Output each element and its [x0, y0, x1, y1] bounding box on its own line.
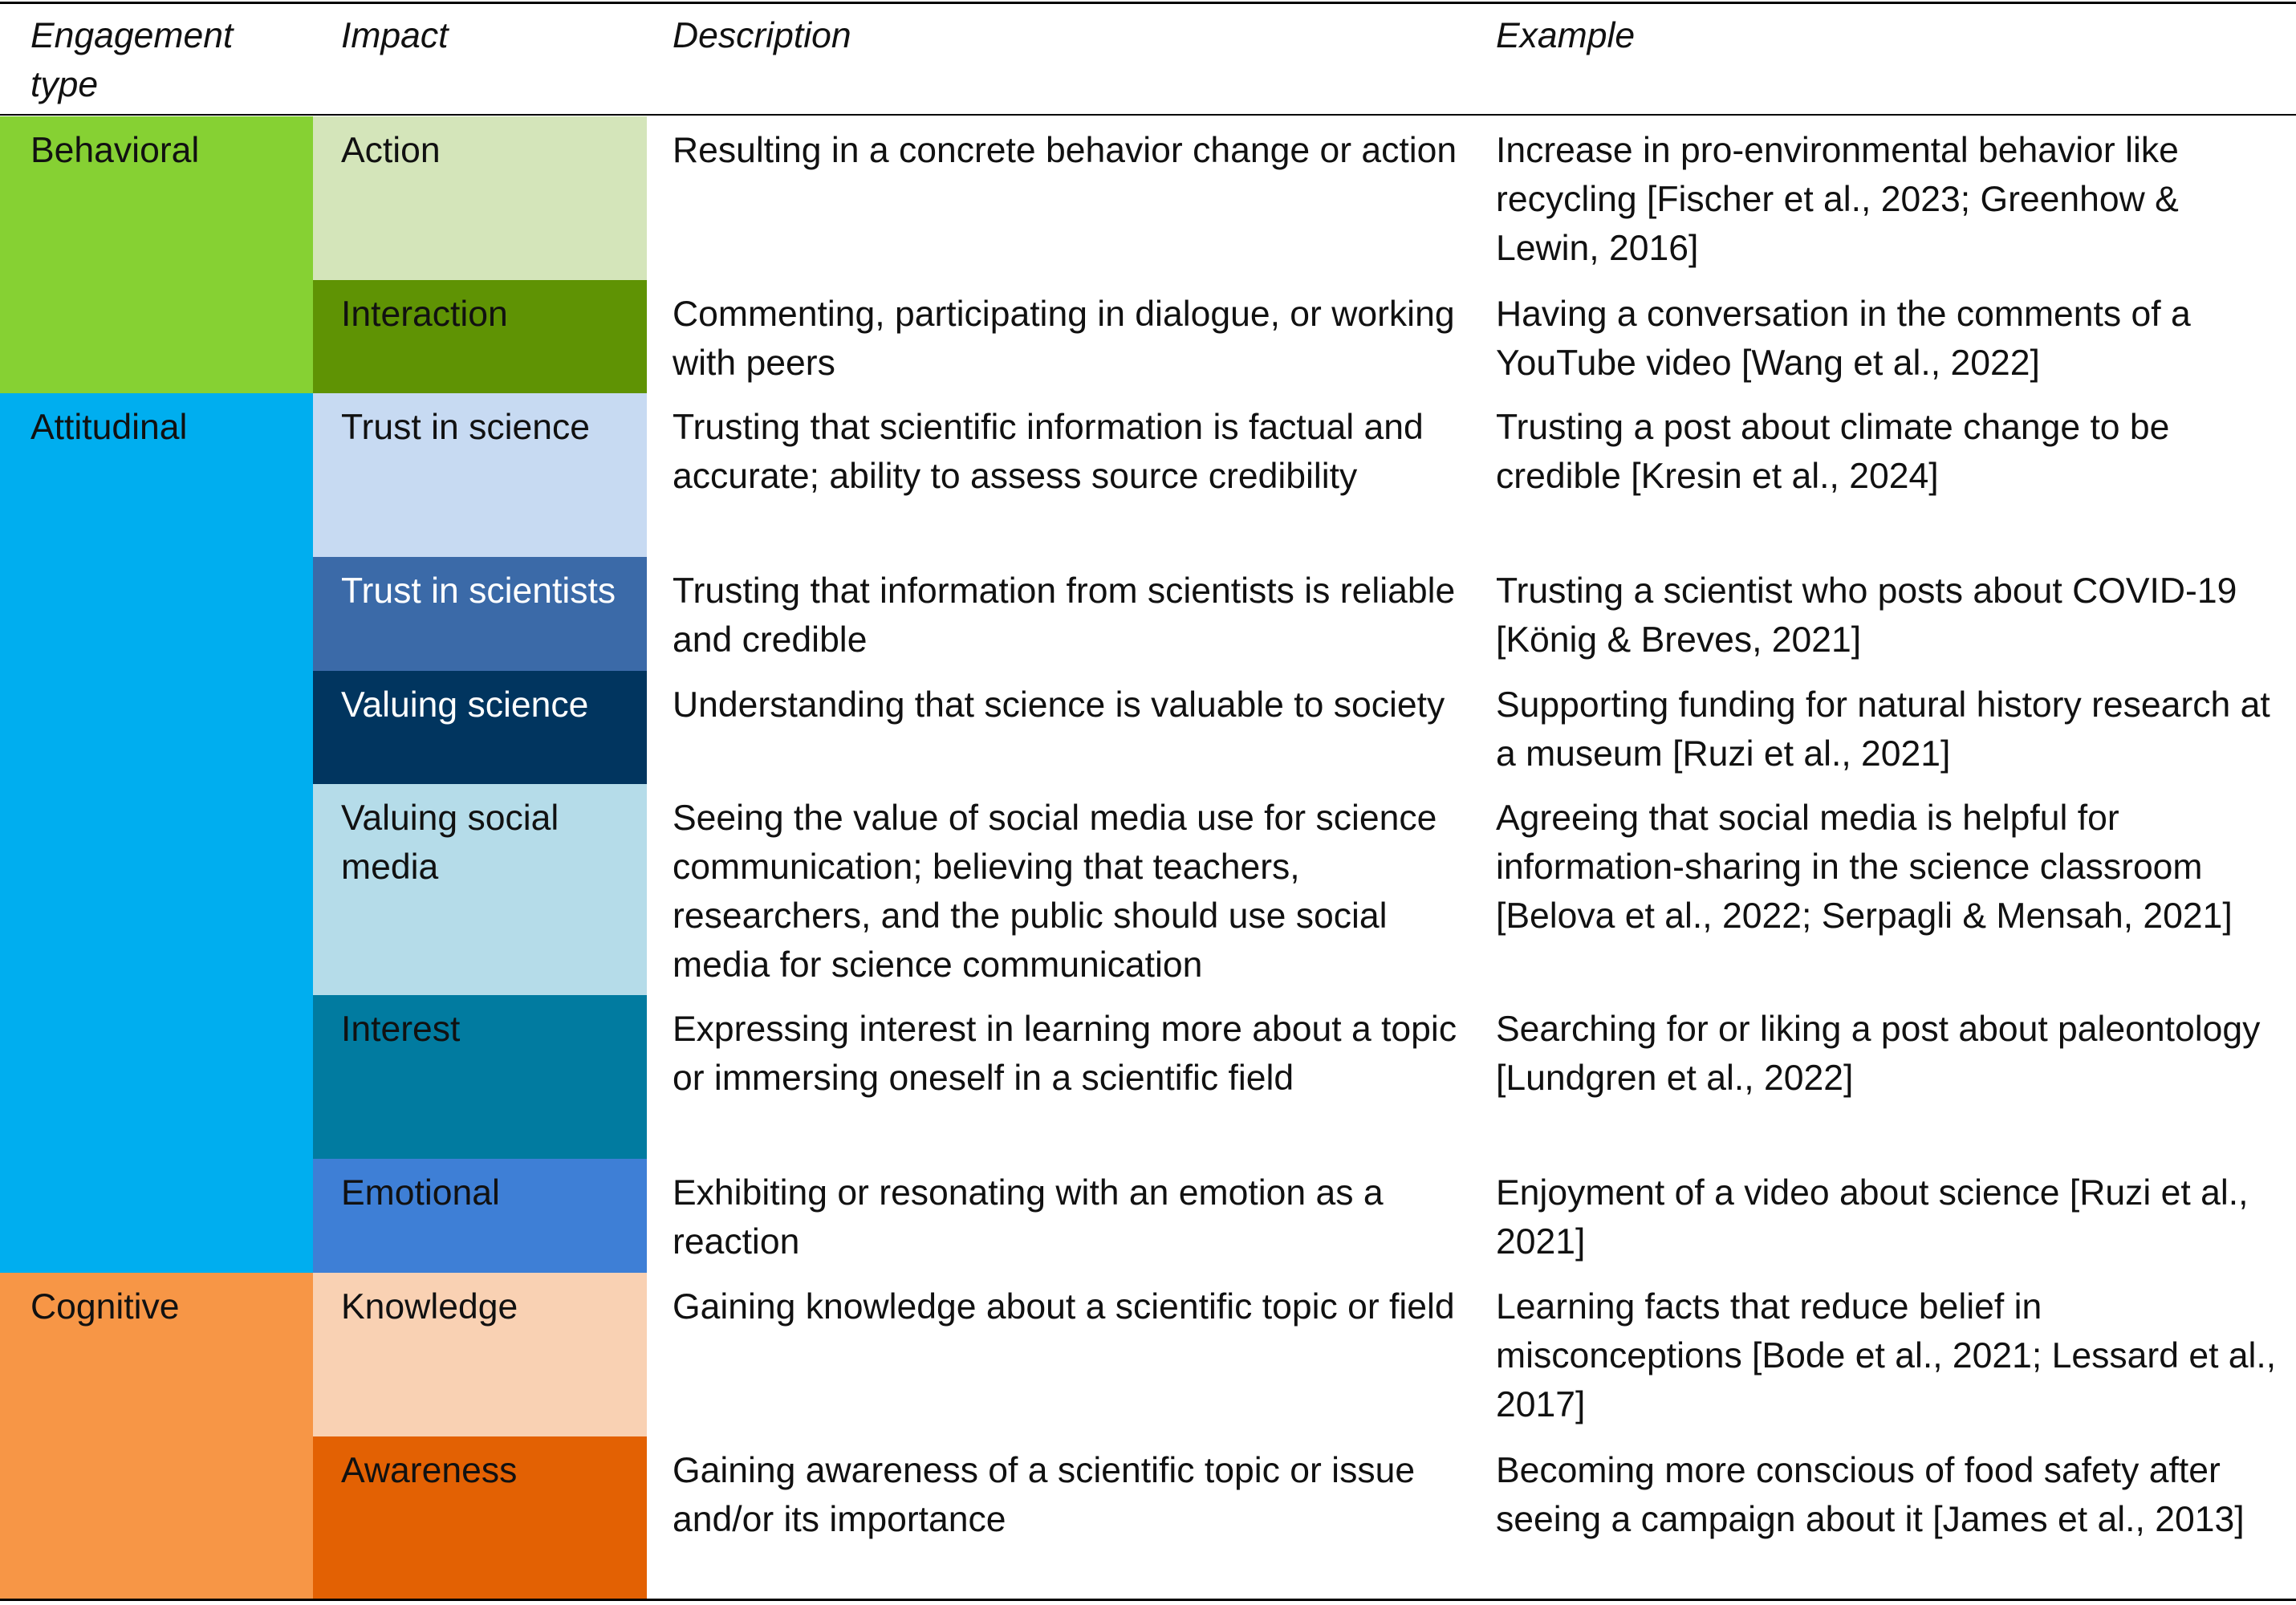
- description-cell: Trusting that scientific information is factual and accurate; ability to assess source credibility: [673, 408, 1424, 496]
- engagement-type-cell: [0, 1273, 313, 1599]
- impact-cell: [313, 1273, 647, 1436]
- example-cell: Supporting funding for natural history research at a museum [Ruzi et al., 2021]: [1496, 685, 2270, 774]
- impact-label: Trust in scientists: [341, 571, 616, 611]
- impact-label: Valuing social media: [341, 798, 559, 887]
- description-cell: Understanding that science is valuable to society: [673, 685, 1445, 725]
- description-cell: Gaining knowledge about a scientific topic or field: [673, 1287, 1455, 1327]
- description-cell: Trusting that information from scientists is reliable and credible: [673, 571, 1456, 660]
- example-cell: Having a conversation in the comments of a YouTube video [Wang et al., 2022]: [1496, 295, 2191, 383]
- impact-label: Awareness: [341, 1451, 518, 1490]
- impact-label: Knowledge: [341, 1287, 518, 1327]
- example-cell: Learning facts that reduce belief in misconceptions [Bode et al., 2021; Lessard et al., 2017]: [1496, 1287, 2277, 1424]
- impact-cell: [313, 1159, 647, 1273]
- example-cell: Trusting a scientist who posts about COVID-19 [König & Breves, 2021]: [1496, 571, 2237, 660]
- description-cell: Resulting in a concrete behavior change or action: [673, 131, 1457, 170]
- header-example: Example: [1496, 16, 1636, 55]
- top-rule: [0, 2, 2296, 4]
- impact-cell: [313, 393, 647, 557]
- header-description: Description: [673, 16, 851, 55]
- engagement-type-label: Attitudinal: [30, 408, 188, 447]
- example-cell: Increase in pro-environmental behavior like recycling [Fischer et al., 2023; Greenhow & Lewin, 2016]: [1496, 131, 2179, 268]
- engagement-type-label: Cognitive: [30, 1287, 180, 1327]
- impact-label: Trust in science: [341, 408, 590, 447]
- impact-label: Interest: [341, 1010, 461, 1049]
- engagement-type-cell: [0, 116, 313, 393]
- description-cell: Exhibiting or resonating with an emotion as a reaction: [673, 1173, 1384, 1262]
- description-cell: Seeing the value of social media use for science communication; believing that teachers, researchers, and the public should use social media for science communication: [673, 798, 1437, 985]
- impact-cell: [313, 557, 647, 671]
- example-cell: Searching for or liking a post about paleontology [Lundgren et al., 2022]: [1496, 1010, 2261, 1098]
- impact-cell: [313, 280, 647, 393]
- header-rule: [0, 114, 2296, 116]
- example-cell: Enjoyment of a video about science [Ruzi et al., 2021]: [1496, 1173, 2249, 1262]
- header-engagement-type: Engagement type: [30, 16, 234, 104]
- impact-cell: [313, 995, 647, 1159]
- impact-cell: [313, 116, 647, 280]
- description-cell: Commenting, participating in dialogue, or working with peers: [673, 295, 1455, 383]
- example-cell: Trusting a post about climate change to be credible [Kresin et al., 2024]: [1496, 408, 2170, 496]
- engagement-type-cell: [0, 393, 313, 1273]
- description-cell: Gaining awareness of a scientific topic or issue and/or its importance: [673, 1451, 1416, 1539]
- engagement-type-label: Behavioral: [30, 131, 200, 170]
- impact-label: Interaction: [341, 295, 508, 334]
- impact-label: Emotional: [341, 1173, 500, 1213]
- header-impact: Impact: [341, 16, 449, 55]
- example-cell: Agreeing that social media is helpful for information-sharing in the science classroom [Belova et al., 2022; Serpagli & Mensah, 2021]: [1496, 798, 2233, 936]
- description-cell: Expressing interest in learning more about a topic or immersing oneself in a scientific field: [673, 1010, 1457, 1098]
- impact-cell: [313, 671, 647, 784]
- impact-label: Valuing science: [341, 685, 589, 725]
- bottom-rule: [0, 1599, 2296, 1601]
- impact-label: Action: [341, 131, 441, 170]
- example-cell: Becoming more conscious of food safety after seeing a campaign about it [James et al., 2013]: [1496, 1451, 2245, 1539]
- impact-cell: [313, 1436, 647, 1599]
- impact-cell: [313, 784, 647, 995]
